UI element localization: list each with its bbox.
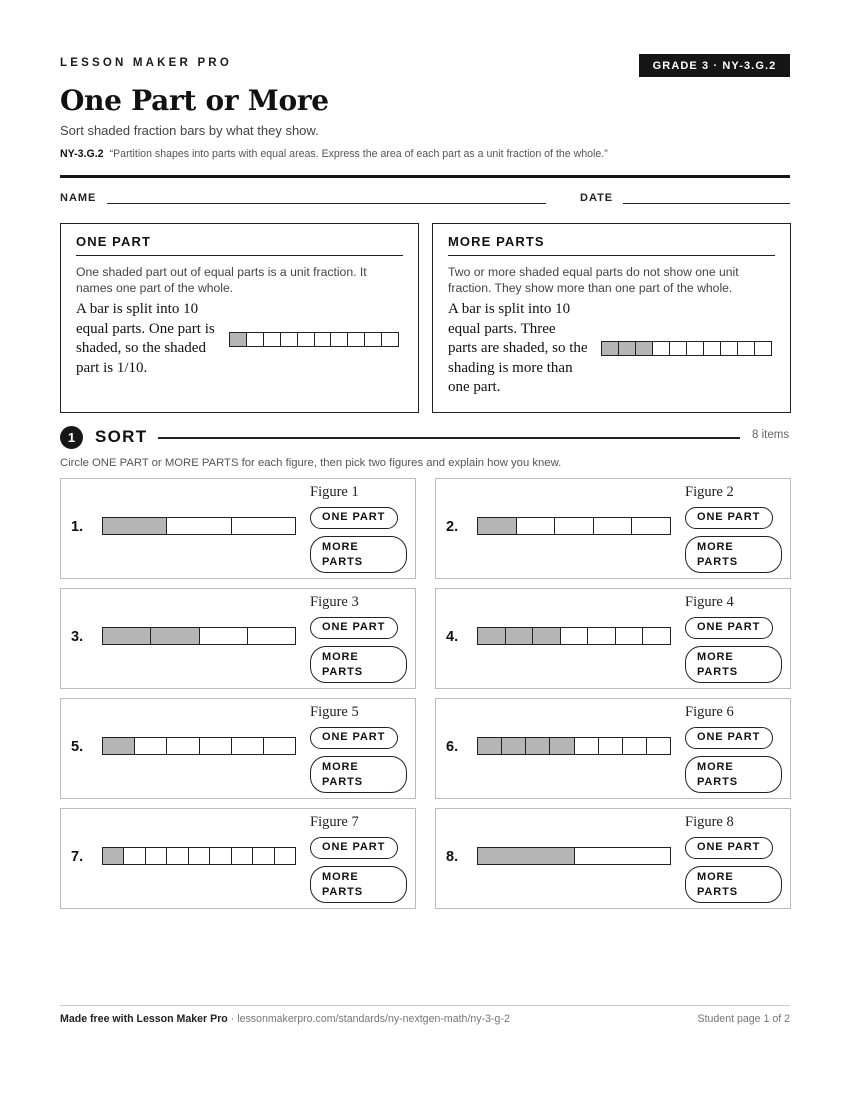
item-number: 5.	[71, 739, 84, 755]
standard-code: NY-3.G.2	[60, 148, 104, 160]
sort-item-card	[435, 478, 791, 579]
fraction-bar-container	[102, 737, 296, 755]
figure-label: Figure 5	[310, 704, 359, 720]
more-parts-option[interactable]	[310, 756, 407, 793]
fraction-bar	[477, 737, 671, 755]
unshaded-part	[348, 333, 365, 346]
shaded-part	[103, 518, 167, 534]
page-subtitle: Sort shaded fraction bars by what they show.	[60, 123, 319, 138]
figure-label: Figure 2	[685, 484, 734, 500]
one-part-option[interactable]: ONE PART	[685, 617, 773, 639]
brand-name: LESSON MAKER PRO	[60, 57, 232, 69]
shaded-part	[478, 738, 502, 754]
standard-text: “Partition shapes into parts with equal areas. Express the area of each part as a unit fraction of the whole.”	[109, 148, 608, 160]
shaded-part	[103, 628, 151, 644]
sort-item-card	[435, 698, 791, 799]
fraction-bar-container	[477, 517, 671, 535]
shaded-part	[636, 342, 653, 355]
one-part-option[interactable]: ONE PART	[685, 507, 773, 529]
unshaded-part	[189, 848, 210, 864]
unshaded-part	[281, 333, 298, 346]
option-label-line: MORE	[322, 541, 359, 553]
sort-item-card	[60, 588, 416, 689]
more-parts-option[interactable]	[685, 756, 782, 793]
one-part-option[interactable]: ONE PART	[685, 727, 773, 749]
fraction-bar	[102, 627, 296, 645]
item-number: 8.	[446, 849, 459, 865]
unshaded-part	[264, 738, 295, 754]
fraction-bar	[102, 847, 296, 865]
footer-divider	[60, 1005, 790, 1006]
option-label-line: MORE	[322, 651, 359, 663]
example-fraction-bar	[229, 332, 399, 347]
unshaded-part	[632, 518, 670, 534]
page-title: One Part or More	[60, 84, 329, 117]
definition-heading: ONE PART	[76, 234, 403, 256]
unshaded-part	[264, 333, 281, 346]
shaded-part	[478, 848, 575, 864]
item-number: 2.	[446, 519, 459, 535]
unshaded-part	[575, 848, 671, 864]
option-label-line: PARTS	[322, 556, 363, 568]
sort-item-card	[435, 808, 791, 909]
unshaded-part	[232, 738, 264, 754]
section-number-badge: 1	[60, 426, 83, 449]
item-number: 3.	[71, 629, 84, 645]
figure-label: Figure 1	[310, 484, 359, 500]
footer-made-with: Made free with Lesson Maker Pro	[60, 1013, 228, 1025]
more-parts-option[interactable]	[310, 866, 407, 903]
option-label-line: PARTS	[322, 666, 363, 678]
option-label-line: MORE	[322, 761, 359, 773]
date-label: DATE	[580, 192, 614, 204]
fraction-bar-container	[102, 627, 296, 645]
fraction-bar	[477, 517, 671, 535]
unshaded-part	[588, 628, 616, 644]
unshaded-part	[594, 518, 633, 534]
definition-example: A bar is split into 10 equal parts. One part is shaded, so the shaded part is 1/10.	[76, 301, 215, 376]
item-count: 8 items	[752, 429, 790, 441]
shaded-part	[103, 738, 135, 754]
shaded-part	[533, 628, 561, 644]
shaded-part	[526, 738, 550, 754]
more-parts-option[interactable]	[685, 536, 782, 573]
shaded-part	[550, 738, 574, 754]
definition-box-more-parts	[432, 223, 791, 413]
example-bar-container	[601, 341, 772, 356]
unshaded-part	[517, 518, 556, 534]
item-number: 4.	[446, 629, 459, 645]
unshaded-part	[275, 848, 295, 864]
unshaded-part	[599, 738, 623, 754]
option-label-line: MORE	[322, 871, 359, 883]
option-label-line: PARTS	[322, 776, 363, 788]
unshaded-part	[298, 333, 315, 346]
fraction-bar-container	[477, 847, 671, 865]
name-label: NAME	[60, 192, 97, 204]
date-field[interactable]	[623, 203, 790, 204]
fraction-bar-container	[477, 737, 671, 755]
section-title: SORT	[95, 427, 148, 446]
definition-box-one-part	[60, 223, 419, 413]
section-divider	[158, 437, 740, 439]
unshaded-part	[643, 628, 670, 644]
unshaded-part	[135, 738, 167, 754]
shaded-part	[230, 333, 247, 346]
fraction-bar	[102, 737, 296, 755]
one-part-option[interactable]: ONE PART	[310, 617, 398, 639]
sort-item-card	[60, 478, 416, 579]
figure-label: Figure 4	[685, 594, 734, 610]
shaded-part	[151, 628, 199, 644]
fraction-bar	[477, 627, 671, 645]
example-bar-container	[229, 332, 399, 347]
footer-url[interactable]: · lessonmakerpro.com/standards/ny-nextgen-math/ny-3-g-2	[227, 1013, 510, 1025]
one-part-option[interactable]: ONE PART	[310, 837, 398, 859]
unshaded-part	[200, 628, 248, 644]
definition-example: A bar is split into 10 equal parts. Three parts are shaded, so the shading is more than one part.	[448, 301, 588, 395]
option-label-line: PARTS	[697, 886, 738, 898]
option-label-line: PARTS	[697, 556, 738, 568]
unshaded-part	[210, 848, 231, 864]
unshaded-part	[616, 628, 644, 644]
definition-description: One shaded part out of equal parts is a unit fraction. It names one part of the whole.	[76, 265, 367, 295]
sort-item-card	[60, 698, 416, 799]
unshaded-part	[315, 333, 332, 346]
more-parts-option[interactable]	[685, 866, 782, 903]
unshaded-part	[687, 342, 704, 355]
fraction-bar-container	[477, 627, 671, 645]
shaded-part	[478, 628, 506, 644]
unshaded-part	[382, 333, 398, 346]
unshaded-part	[623, 738, 647, 754]
footer-credit	[60, 1013, 510, 1025]
shaded-part	[502, 738, 526, 754]
unshaded-part	[670, 342, 687, 355]
option-label-line: MORE	[697, 871, 734, 883]
sort-item-card	[60, 808, 416, 909]
unshaded-part	[721, 342, 738, 355]
unshaded-part	[232, 518, 295, 534]
shaded-part	[506, 628, 534, 644]
item-number: 7.	[71, 849, 84, 865]
unshaded-part	[653, 342, 670, 355]
fraction-bar-container	[102, 847, 296, 865]
unshaded-part	[561, 628, 589, 644]
unshaded-part	[124, 848, 145, 864]
shaded-part	[602, 342, 619, 355]
name-field[interactable]	[107, 203, 546, 204]
page-number: Student page 1 of 2	[697, 1013, 790, 1025]
definition-description: Two or more shaded equal parts do not show one unit fraction. They show more than one part of the whole.	[448, 265, 739, 295]
fraction-bar	[477, 847, 671, 865]
more-parts-option[interactable]	[310, 646, 407, 683]
figure-label: Figure 8	[685, 814, 734, 830]
item-number: 6.	[446, 739, 459, 755]
header-divider	[60, 175, 790, 178]
definition-heading: MORE PARTS	[448, 234, 775, 256]
unshaded-part	[167, 518, 231, 534]
one-part-option[interactable]: ONE PART	[310, 727, 398, 749]
fraction-bar	[102, 517, 296, 535]
option-label-line: PARTS	[322, 886, 363, 898]
sort-item-card	[435, 588, 791, 689]
option-label-line: MORE	[697, 651, 734, 663]
unshaded-part	[146, 848, 167, 864]
shaded-part	[103, 848, 124, 864]
shaded-part	[619, 342, 636, 355]
option-label-line: MORE	[697, 541, 734, 553]
option-label-line: MORE	[697, 761, 734, 773]
unshaded-part	[738, 342, 755, 355]
unshaded-part	[575, 738, 599, 754]
unshaded-part	[704, 342, 721, 355]
example-fraction-bar	[601, 341, 772, 356]
unshaded-part	[253, 848, 274, 864]
unshaded-part	[167, 738, 199, 754]
one-part-option[interactable]: ONE PART	[310, 507, 398, 529]
unshaded-part	[331, 333, 348, 346]
figure-label: Figure 6	[685, 704, 734, 720]
unshaded-part	[365, 333, 382, 346]
shaded-part	[478, 518, 517, 534]
option-label-line: PARTS	[697, 776, 738, 788]
more-parts-option[interactable]	[685, 646, 782, 683]
unshaded-part	[647, 738, 670, 754]
unshaded-part	[755, 342, 771, 355]
standard-statement	[60, 148, 608, 160]
unshaded-part	[555, 518, 594, 534]
unshaded-part	[248, 628, 295, 644]
unshaded-part	[247, 333, 264, 346]
more-parts-option[interactable]	[310, 536, 407, 573]
grade-standard-badge: GRADE 3 · NY-3.G.2	[639, 54, 790, 77]
figure-label: Figure 7	[310, 814, 359, 830]
unshaded-part	[232, 848, 253, 864]
figure-label: Figure 3	[310, 594, 359, 610]
unshaded-part	[200, 738, 232, 754]
unshaded-part	[167, 848, 188, 864]
fraction-bar-container	[102, 517, 296, 535]
item-number: 1.	[71, 519, 84, 535]
one-part-option[interactable]: ONE PART	[685, 837, 773, 859]
section-instructions: Circle ONE PART or MORE PARTS for each figure, then pick two figures and explain how you knew.	[60, 457, 562, 469]
option-label-line: PARTS	[697, 666, 738, 678]
